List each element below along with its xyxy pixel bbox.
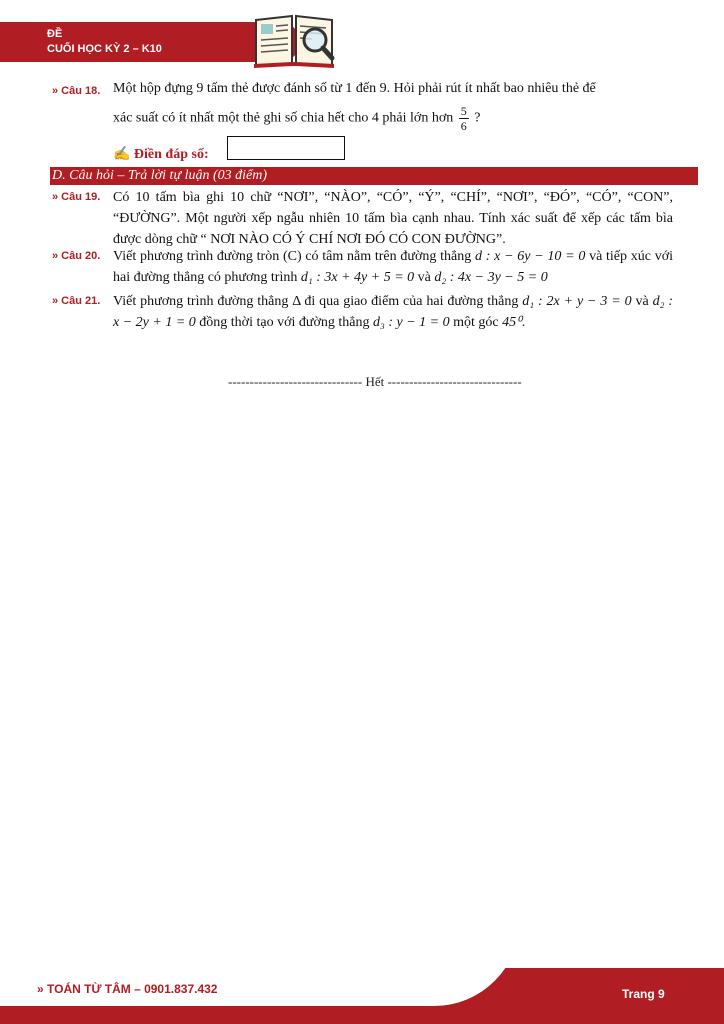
question-21-t3: đồng thời tạo với đường thẳng <box>195 315 373 330</box>
question-21-line-d1: d₁ : 2x + y − 3 = 0 <box>522 294 632 309</box>
question-21-line-d2: d₂ : x − 2y + 1 = 0 <box>113 294 673 330</box>
question-18-end: ? <box>470 110 481 126</box>
footer-brand: » TOÁN TỪ TÂM – 0901.837.432 <box>37 982 218 996</box>
question-21-line-d3: d₃ : y − 1 = 0 <box>372 315 450 330</box>
question-21-label: » Câu 21. <box>52 295 101 307</box>
question-18-line-2-text: xác suất có ít nhất một thẻ ghi số chia hết cho 4 phải lớn hơn <box>113 110 454 126</box>
question-18-line-1: Một hộp đựng 9 tấm thẻ được đánh số từ 1 đến 9. Hỏi phải rút ít nhất bao nhiêu thẻ để <box>113 81 596 96</box>
question-21-angle: 45⁰ <box>502 315 522 330</box>
page-number: Trang 9 <box>622 987 665 1001</box>
header-line-1: ĐỀ <box>47 28 63 40</box>
question-21-t1: Viết phương trình đường thẳng Δ đi qua giao điểm của hai đường thẳng <box>113 294 523 309</box>
header-line-2: CUỐI HỌC KỲ 2 – K10 <box>47 43 162 55</box>
question-18-line-2 <box>113 104 673 133</box>
question-20-t3: và <box>414 270 435 285</box>
question-18-label: » Câu 18. <box>52 85 101 97</box>
question-20-line-d1: d₁ : 3x + 4y + 5 = 0 <box>300 270 415 285</box>
question-19-label: » Câu 19. <box>52 191 101 203</box>
question-19-text: Có 10 tấm bìa ghi 10 chữ “NƠI”, “NÀO”, “CÓ”, “Ý”, “CHÍ”, “NƠI”, “ĐÓ”, “CÓ”, “CON”, “ĐƯỜNG”. Một người xếp ngẫu nhiên 10 tấm bìa cạnh nhau. Tính xác suất để xếp các tấm bìa được dòng chữ “ NƠI NÀO CÓ Ý CHÍ NƠI ĐÓ CÓ CON ĐƯỜNG”. <box>113 190 673 247</box>
question-21-t4: một góc <box>449 315 503 330</box>
question-20-t2: và tiếp xúc với hai đường thẳng có phương trình <box>113 249 674 285</box>
question-20-line-d: d : x − 6y − 10 = 0 <box>474 249 586 264</box>
question-20-line-d2: d₂ : 4x − 3y − 5 = 0 <box>434 270 548 285</box>
answer-input-box[interactable] <box>227 136 345 160</box>
fraction-numerator: 5 <box>460 104 467 118</box>
question-21-t2: và <box>631 294 653 309</box>
fraction-5-6 <box>459 104 469 133</box>
question-20-label: » Câu 20. <box>52 250 101 262</box>
end-marker: ------------------------------- Hết ------------------------------- <box>228 374 522 389</box>
question-20-text <box>113 246 673 288</box>
header-title <box>47 27 162 57</box>
question-21-t5: . <box>521 315 526 330</box>
answer-label: ✍ Điền đáp số: <box>113 147 209 162</box>
question-21-text <box>113 291 673 333</box>
question-20-t1: Viết phương trình đường tròn (C) có tâm nằm trên đường thẳng <box>113 249 475 264</box>
book-magnifier-icon <box>252 6 336 70</box>
fraction-denominator: 6 <box>460 119 467 133</box>
section-d-title: D. Câu hỏi – Trả lời tự luận (03 điểm) <box>50 167 698 185</box>
